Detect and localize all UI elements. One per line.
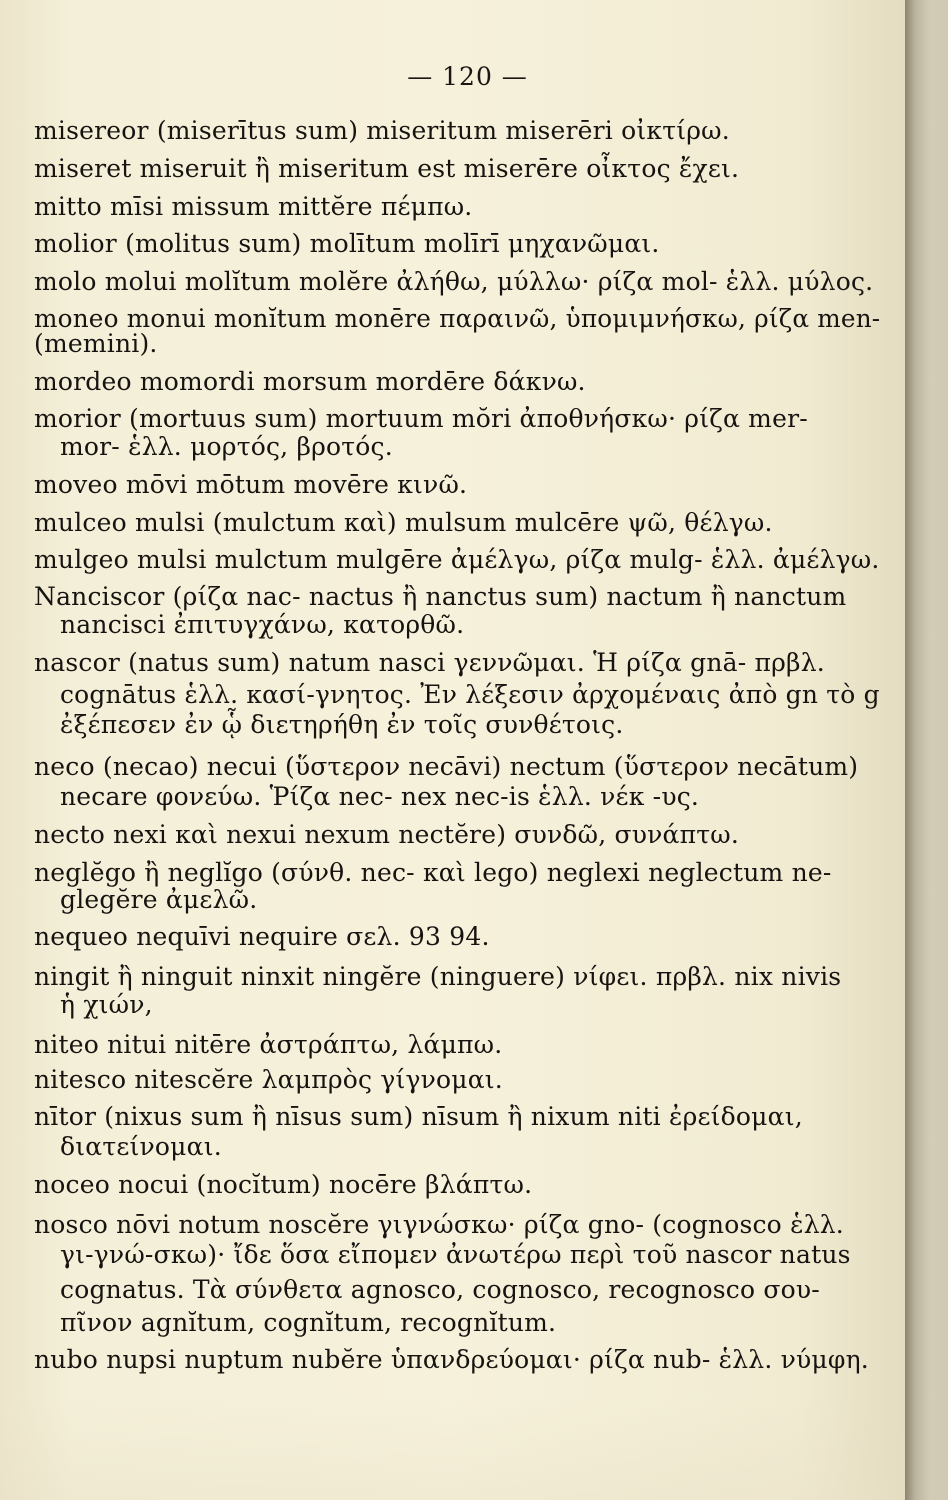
text-line: mordeo momordi morsum mordēre δάκνω. [34, 367, 586, 396]
text-line: διατείνομαι. [60, 1132, 222, 1161]
text-line: nītor (nixus sum ἢ nīsus sum) nīsum ἢ nixum niti ἐρείδομαι, [34, 1102, 803, 1131]
text-line: molior (molitus sum) molītum molīrī μηχανῶμαι. [34, 229, 660, 258]
text-line: ἡ χιών, [60, 990, 153, 1019]
text-line: necare φονεύω. Ῥίζα nec- nex nec-is ἑλλ. νέκ -υς. [60, 782, 700, 811]
text-line: glegĕre ἀμελῶ. [60, 885, 258, 914]
text-line: molo molui molĭtum molĕre ἀλήθω, μύλλω· ρίζα mol- ἑλλ. μύλος. [34, 267, 874, 296]
text-line: nosco nōvi notum noscĕre γιγνώσκω· ρίζα gno- (cognosco ἑλλ. [34, 1210, 844, 1239]
text-line: (memini). [34, 329, 158, 358]
text-line: Nanciscor (ρίζα nac- nactus ἢ nanctus sum) nactum ἢ nanctum [34, 582, 847, 611]
text-line: nubo nupsi nuptum nubĕre ὑπανδρεύομαι· ρίζα nub- ἑλλ. νύμφη. [34, 1345, 869, 1374]
text-line: ἐξέπεσεν ἐν ᾧ διετηρήθη ἐν τοῖς συνθέτοις. [60, 710, 624, 739]
text-line: mor- ἑλλ. μορτός, βροτός. [60, 432, 393, 461]
text-line: mulceo mulsi (mulctum καὶ) mulsum mulcēre ψῶ, θέλγω. [34, 508, 773, 537]
text-line: moneo monui monĭtum monēre παραινῶ, ὑπομιμνήσκω, ρίζα men- [34, 304, 881, 333]
text-line: πῖνον agnĭtum, cognĭtum, recognĭtum. [60, 1308, 557, 1337]
page-number: — 120 — [407, 62, 528, 91]
text-line: neco (necao) necui (ὕστερον necāvi) nectum (ὕστερον necātum) [34, 752, 859, 781]
text-line: mitto mīsi missum mittĕre πέμπω. [34, 192, 473, 221]
text-line: misereor (miserītus sum) miseritum miserēri οἰκτίρω. [34, 116, 730, 145]
text-line: cognatus. Τὰ σύνθετα agnosco, cognosco, recognosco σου- [60, 1275, 820, 1304]
text-line: miseret miseruit ἢ miseritum est miserēre οἶκτος ἔχει. [34, 154, 740, 183]
text-line: mulgeo mulsi mulctum mulgēre ἀμέλγω, ρίζα mulg- ἑλλ. ἀμέλγω. [34, 545, 880, 574]
text-line: γι-γνώ-σκω)· ἴδε ὅσα εἴπομεν ἀνωτέρω περὶ τοῦ nascor natus [60, 1240, 851, 1269]
text-line: morior (mortuus sum) mortuum mŏri ἀποθνήσκω· ρίζα mer- [34, 404, 808, 433]
text-line: nitesco nitescĕre λαμπρὸς γίγνομαι. [34, 1065, 503, 1094]
text-line: neglĕgo ἢ neglĭgo (σύνθ. nec- καὶ lego) neglexi neglectum ne- [34, 858, 832, 887]
text-line: nequeo nequīvi nequire σελ. 93 94. [34, 922, 490, 951]
text-line: nancisci ἐπιτυγχάνω, κατορθῶ. [60, 610, 465, 639]
text-line: moveo mōvi mōtum movēre κινῶ. [34, 470, 468, 499]
text-line: ningit ἢ ninguit ninxit ningĕre (ninguere) νίφει. πρβλ. nix nivis [34, 962, 842, 991]
book-edge [905, 0, 948, 1500]
text-line: nascor (natus sum) natum nasci γεννῶμαι. Ἡ ρίζα gnā- πρβλ. [34, 648, 825, 677]
text-line: noceo nocui (nocĭtum) nocēre βλάπτω. [34, 1170, 533, 1199]
text-line: niteo nitui nitēre ἀστράπτω, λάμπω. [34, 1030, 503, 1059]
text-line: necto nexi καὶ nexui nexum nectĕre) συνδῶ, συνάπτω. [34, 820, 740, 849]
text-line: cognātus ἑλλ. κασί-γνητος. Ἐν λέξεσιν ἀρχομέναις ἀπὸ gn τὸ g [60, 680, 880, 709]
